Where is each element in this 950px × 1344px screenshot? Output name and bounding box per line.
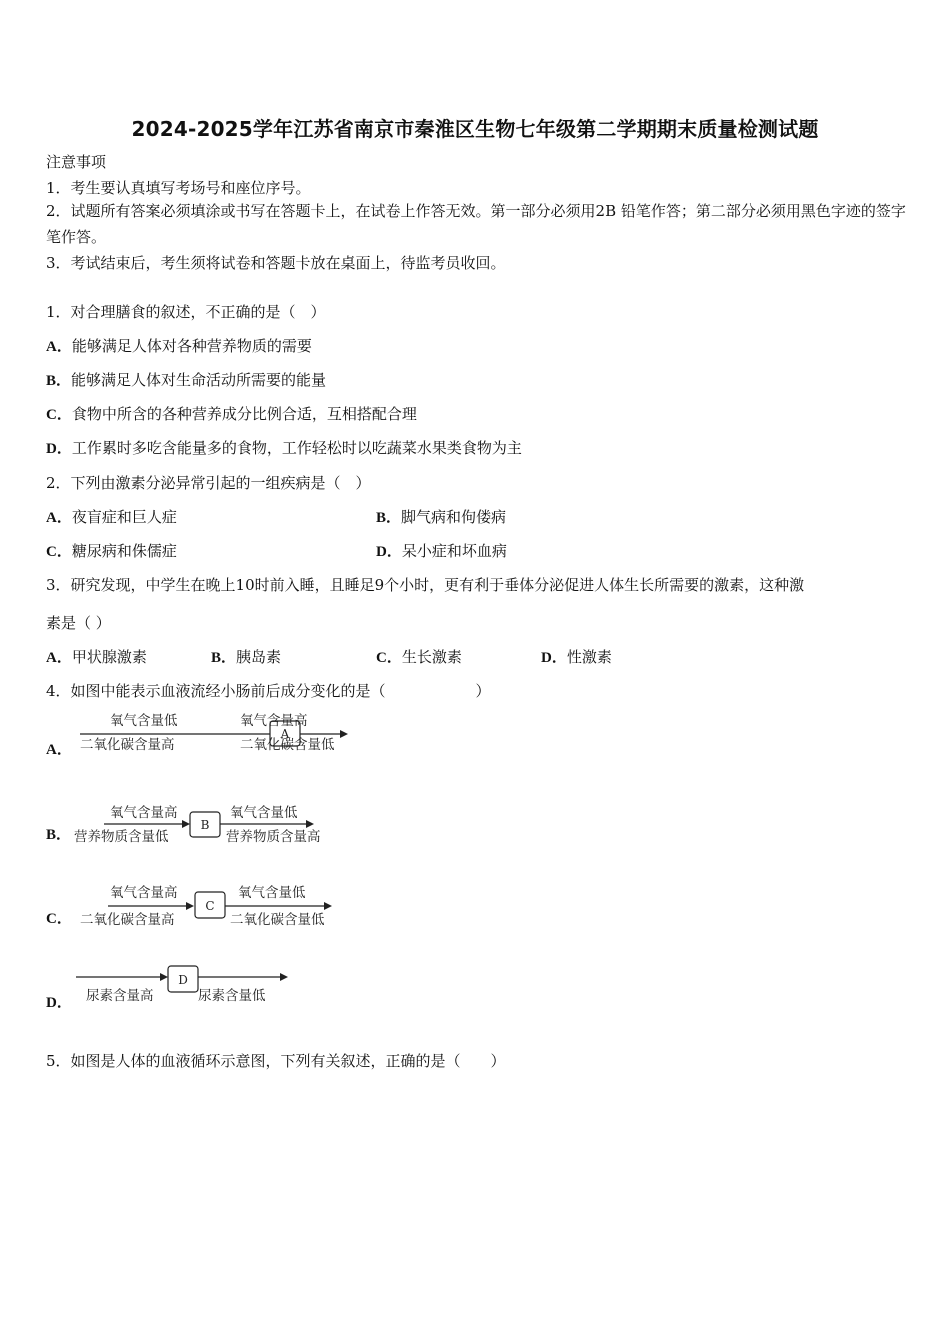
- q4-b-out-bottom: 营养物质含量高: [226, 829, 321, 845]
- q4-box-b: B: [200, 818, 210, 832]
- q4-diagram-c: [74, 880, 364, 932]
- notice-item-2: 2．试题所有答案必须填涂或书写在答题卡上，在试卷上作答无效。第一部分必须用2B 铅笔作答；第二部分必须用黑色字迹的签字笔作答。: [46, 202, 906, 246]
- q5-stem: 5．如图是人体的血液循环示意图，下列有关叙述，正确的是（ ）: [46, 1052, 506, 1070]
- q4-a-out-top: 氧气含量高: [240, 713, 308, 729]
- q2-option-d: D．呆小症和坏血病: [376, 542, 507, 560]
- q4-option-a-label: A．: [46, 742, 72, 758]
- q2-option-a: A．夜盲症和巨人症: [46, 508, 177, 526]
- q4-box-a: A: [280, 727, 290, 741]
- q4-c-out-top: 氧气含量低: [238, 885, 306, 901]
- q4-c-in-top: 氧气含量高: [110, 885, 178, 901]
- q4-d-out-bottom: 尿素含量低: [198, 988, 266, 1004]
- q3-option-a: A．甲状腺激素: [46, 648, 147, 666]
- q4-d-in-bottom: 尿素含量高: [86, 988, 154, 1004]
- notice-item-3: 3．考试结束后，考生须将试卷和答题卡放在桌面上，待监考员收回。: [46, 254, 506, 272]
- q4-a-in-top: 氧气含量低: [110, 713, 178, 729]
- page-title: 2024-2025学年江苏省南京市秦淮区生物七年级第二学期期末质量检测试题: [131, 117, 819, 141]
- q4-c-in-bottom: 二氧化碳含量高: [80, 912, 175, 928]
- q4-b-in-top: 氧气含量高: [110, 805, 178, 821]
- q4-diagram-b: [70, 800, 360, 850]
- q3-stem-line1: 3．研究发现，中学生在晚上10时前入睡，且睡足9个小时，更有利于垂体分泌促进人体生长所需要的激素，这种激: [46, 576, 805, 594]
- q1-option-c: C．食物中所含的各种营养成分比例合适，互相搭配合理: [46, 405, 417, 423]
- q4-b-out-top: 氧气含量低: [230, 805, 298, 821]
- q3-option-b: B．胰岛素: [211, 648, 282, 666]
- q2-stem: 2．下列由激素分泌异常引起的一组疾病是（ ）: [46, 474, 371, 492]
- q1-option-b: B．能够满足人体对生命活动所需要的能量: [46, 371, 327, 389]
- q1-option-d: D．工作累时多吃含能量多的食物，工作轻松时以吃蔬菜水果类食物为主: [46, 439, 522, 457]
- q4-option-b-label: B．: [46, 827, 72, 843]
- q3-stem-line2: 素是（ ）: [46, 614, 111, 632]
- q4-box-d: D: [178, 973, 188, 987]
- notice-heading: 注意事项: [46, 153, 107, 171]
- q4-stem: 4．如图中能表示血液流经小肠前后成分变化的是（ ）: [46, 682, 491, 700]
- q4-option-c-label: C．: [46, 911, 72, 927]
- q3-option-d: D．性激素: [541, 648, 612, 666]
- q1-stem: 1．对合理膳食的叙述，不正确的是（ ）: [46, 303, 326, 321]
- q4-c-out-bottom: 二氧化碳含量低: [230, 912, 325, 928]
- q1-option-a: A．能够满足人体对各种营养物质的需要: [46, 337, 312, 355]
- notice-item-1: 1．考生要认真填写考场号和座位序号。: [46, 179, 311, 197]
- q2-option-c: C．糖尿病和侏儒症: [46, 542, 177, 560]
- q4-diagram-a: [74, 708, 364, 758]
- q4-option-d-label: D．: [46, 995, 72, 1011]
- q4-b-in-bottom: 营养物质含量低: [74, 829, 169, 845]
- q4-a-in-bottom: 二氧化碳含量高: [80, 737, 175, 753]
- q4-box-c: C: [205, 899, 215, 913]
- q4-a-out-bottom: 二氧化碳含量低: [240, 737, 335, 753]
- q2-option-b: B．脚气病和佝偻病: [376, 508, 507, 526]
- q4-diagram-d: [74, 964, 304, 1010]
- q3-option-c: C．生长激素: [376, 648, 462, 666]
